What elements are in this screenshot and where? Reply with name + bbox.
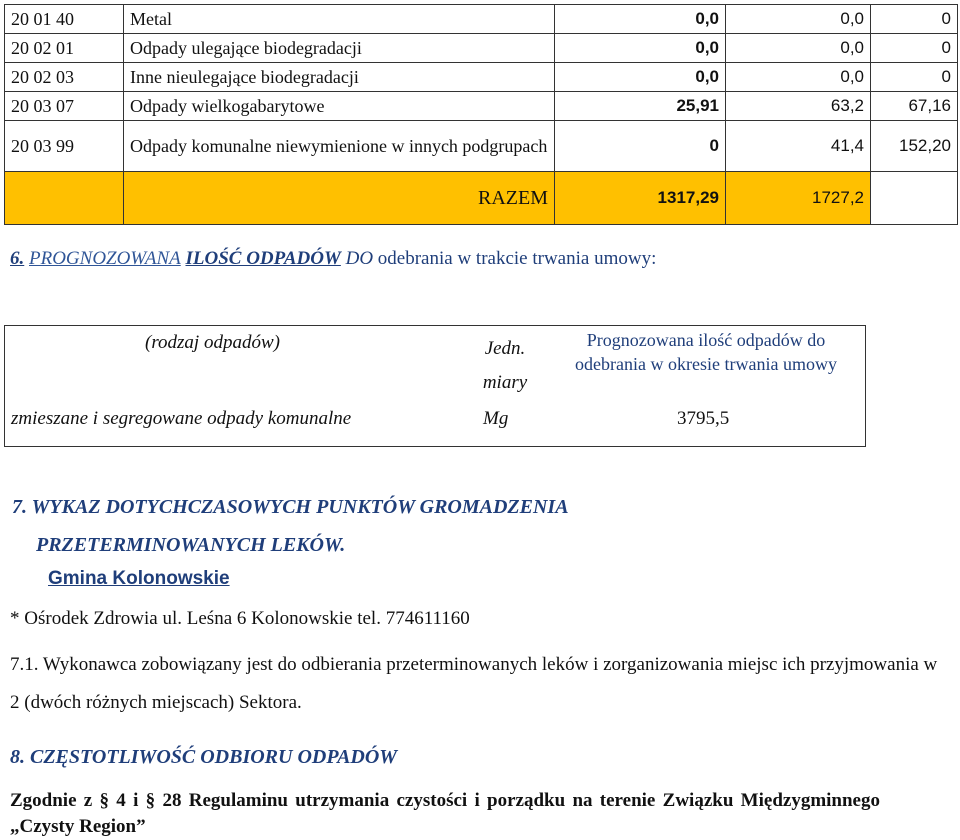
section-6-word3: DO [345,248,374,269]
section-6-heading [10,248,656,270]
table-row [5,92,958,121]
value-2: 0,0 [726,63,871,92]
waste-table [4,4,958,225]
value-1: 0,0 [555,63,726,92]
value-3: 0 [871,63,958,92]
header-unit [475,332,535,400]
value-1: 0,0 [555,34,726,63]
paragraph-7-1: 7.1. Wykonawca zobowiązany jest do odbierania przeterminowanych leków i zorganizowania miejsc ich przyjmowania w 2 (dwóch różnych miejscach) Sektora. [10,654,938,713]
sum-value-1: 1317,29 [555,172,726,225]
value-3: 0 [871,5,958,34]
section-7-line1: 7. WYKAZ DOTYCHCZASOWYCH PUNKTÓW GROMADZENIA [12,496,569,518]
waste-name: Inne nieulegające biodegradacji [124,63,555,92]
sum-empty-cell [5,172,124,225]
header-unit-line2: miary [482,372,528,393]
section-7-line2: PRZETERMINOWANYCH LEKÓW. [36,534,346,556]
value-3: 67,16 [871,92,958,121]
header-waste-type: (rodzaj odpadów) [145,332,280,353]
section-7-heading [12,488,569,564]
table-row [5,63,958,92]
waste-code: 20 03 07 [5,92,124,121]
osrodek-address: * Ośrodek Zdrowia ul. Leśna 6 Kolonowskie tel. 774611160 [10,608,470,629]
sum-value-2: 1727,2 [726,172,871,225]
value-1: 0,0 [555,5,726,34]
header-unit-line1: Jedn. [484,338,526,359]
value-1: 25,91 [555,92,726,121]
gmina-name: Gmina Kolonowskie [48,568,230,589]
waste-name: Odpady komunalne niewymienione w innych podgrupach [124,121,555,172]
table-row [5,34,958,63]
waste-name: Odpady wielkogabarytowe [124,92,555,121]
waste-code: 20 02 01 [5,34,124,63]
value-3: 152,20 [871,121,958,172]
waste-code: 20 01 40 [5,5,124,34]
sum-empty-cell [871,172,958,225]
waste-code: 20 03 99 [5,121,124,172]
sum-label: RAZEM [124,172,555,225]
row-waste-type: zmieszane i segregowane odpady komunalne [11,408,352,429]
waste-name: Metal [124,5,555,34]
row-unit: Mg [483,408,509,429]
section-6-number: 6. [10,248,25,269]
waste-code: 20 02 03 [5,63,124,92]
header-forecast: Prognozowana ilość odpadów do odebrania w okresie trwania umowy [575,330,837,374]
table-row [5,121,958,172]
sum-row [5,172,958,225]
value-3: 0 [871,34,958,63]
value-2: 63,2 [726,92,871,121]
section-6-word2: ILOŚĆ ODPADÓW [185,248,341,269]
section-6-rest: odebrania w trakcie trwania umowy: [377,248,657,269]
section-6-word1: PROGNOZOWANA [29,248,181,269]
table-row [5,5,958,34]
value-2: 41,4 [726,121,871,172]
value-1: 0 [555,121,726,172]
section-8-text: Zgodnie z § 4 i § 28 Regulaminu utrzymania czystości i porządku na terenie Związku Międzygminnego „Czysty Region” [10,790,880,837]
row-forecast-value: 3795,5 [677,408,730,429]
waste-name: Odpady ulegające biodegradacji [124,34,555,63]
value-2: 0,0 [726,5,871,34]
value-2: 0,0 [726,34,871,63]
forecast-table [4,325,866,447]
section-8-heading: 8. CZĘSTOTLIWOŚĆ ODBIORU ODPADÓW [10,746,398,768]
waste-table-body [5,5,958,225]
